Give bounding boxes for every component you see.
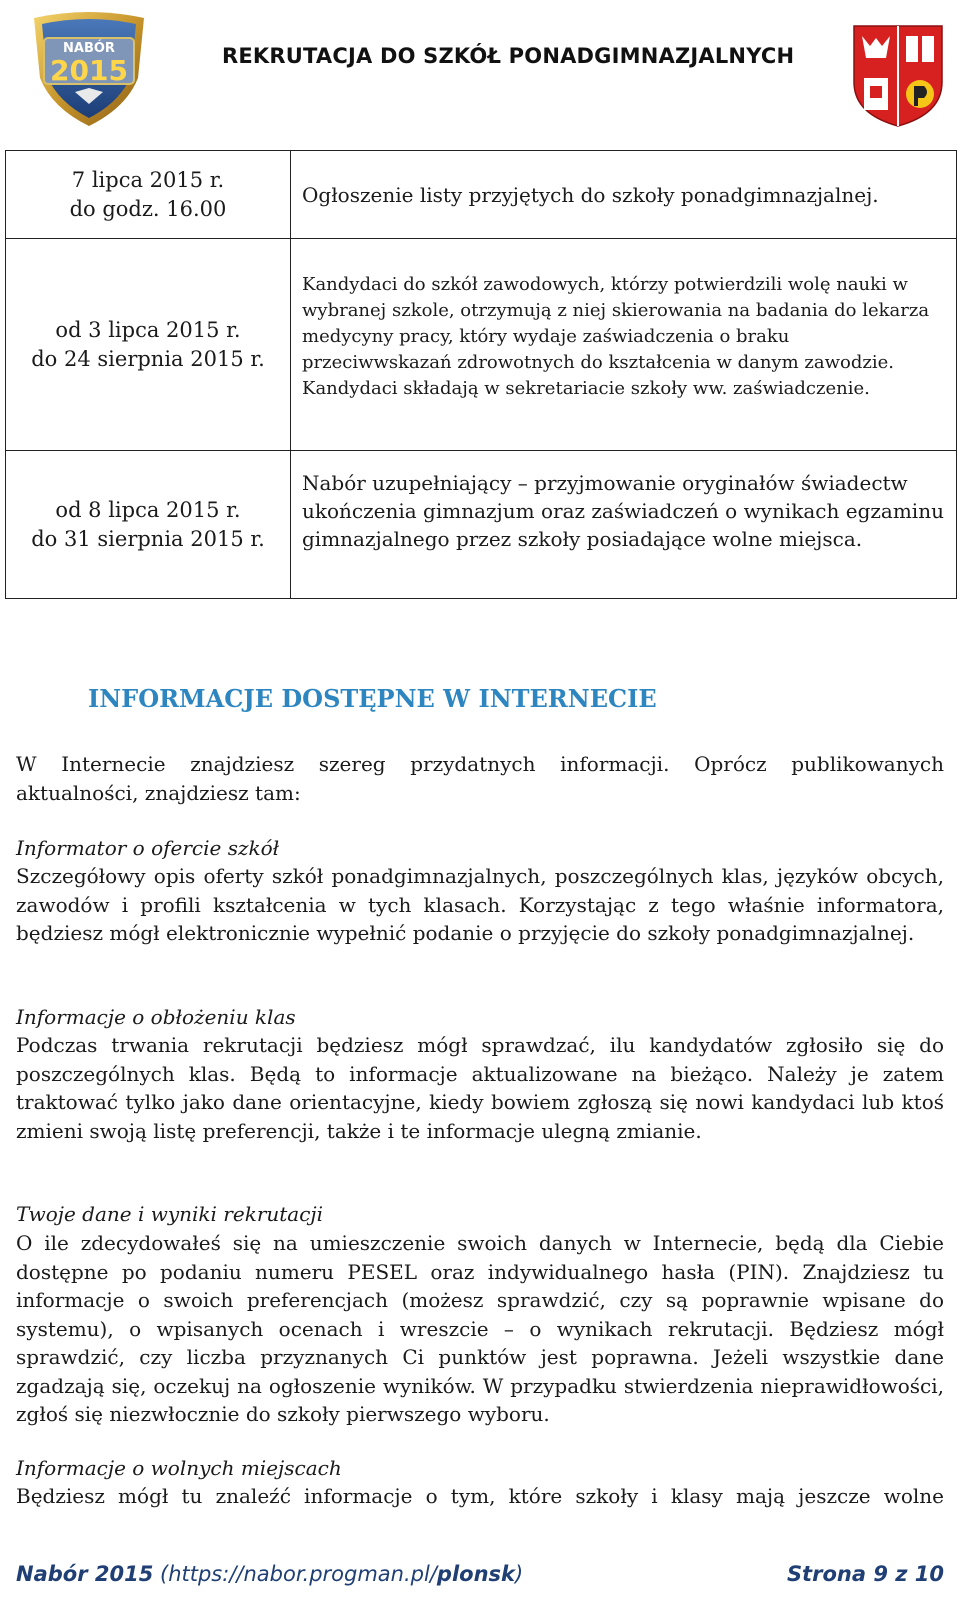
item-title-wolne-miejsca: Informacje o wolnych miejscach [16, 1456, 342, 1480]
date-cell [6, 151, 291, 239]
date-line: od 8 lipca 2015 r. [55, 497, 241, 522]
table-row [6, 239, 957, 451]
footer-url-bold: plonsk [436, 1562, 515, 1586]
logo-text-year: 2015 [50, 54, 128, 87]
page-footer [16, 1562, 944, 1592]
logo-text-top: NABÓR [63, 41, 115, 56]
date-cell [6, 239, 291, 451]
item-body-informator: Szczegółowy opis oferty szkół ponadgimnazjalnych, poszczególnych klas, języków obcych, zawodów i profili kształcenia w tych klasach. Korzystając z tego właśnie informatora, będziesz mógł elektronicznie wypełnić podanie o przyjęcie do szkoły ponadgimnazjalnej. [16, 864, 944, 945]
intro-paragraph: W Internecie znajdziesz szereg przydatnych informacji. Oprócz publikowanych aktualności, znajdziesz tam: [16, 752, 944, 805]
date-cell [6, 451, 291, 599]
date-line: od 3 lipca 2015 r. [55, 317, 241, 342]
date-line: 7 lipca 2015 r. [71, 168, 225, 192]
nabor-2015-badge-logo [30, 8, 148, 128]
table-row [6, 151, 957, 239]
item-body-wolne-miejsca: Będziesz mógł tu znaleźć informacje o tym, które szkoły i klasy mają jeszcze wolne [16, 1484, 944, 1508]
coat-of-arms-logo [848, 22, 948, 128]
schedule-table [5, 150, 957, 599]
page-header [0, 0, 960, 140]
item-title-informator: Informator o ofercie szkół [16, 836, 280, 860]
header-title: REKRUTACJA DO SZKÓŁ PONADGIMNAZJALNYCH [222, 44, 795, 68]
date-line: do godz. 16.00 [69, 197, 227, 221]
footer-brand: Nabór 2015 [16, 1562, 154, 1586]
table-row [6, 451, 957, 599]
footer-url-close: ) [514, 1562, 524, 1586]
date-line: do 24 sierpnia 2015 r. [31, 346, 265, 371]
item-title-dane: Twoje dane i wyniki rekrutacji [16, 1202, 324, 1226]
description-cell: Ogłoszenie listy przyjętych do szkoły ponadgimnazjalnej. [291, 151, 957, 239]
item-body-oblozenie: Podczas trwania rekrutacji będziesz mógł sprawdzać, ilu kandydatów zgłosiło się do poszczególnych klas. Będą to informacje aktualizowane na bieżąco. Należy je zatem traktować tylko jako dane orientacyjne, kiedy bowiem zgłoszą się nowi kandydaci lub ktoś zmieni swoją listę preferencji, także i te informacje ulegną zmianie. [16, 1033, 944, 1143]
date-line: do 31 sierpnia 2015 r. [31, 526, 265, 551]
description-cell: Kandydaci do szkół zawodowych, którzy potwierdzili wolę nauki w wybranej szkole, otrzymują z niej skierowania na badania do lekarza medycyny pracy, który wydaje zaświadczenia o braku przeciwwskazań zdrowotnych do kształcenia w danym zawodzie. Kandydaci składają w sekretariacie szkoły ww. zaświadczenie. [291, 239, 957, 451]
footer-url-open: (https://nabor.progman.pl/ [153, 1562, 437, 1586]
section-heading: INFORMACJE DOSTĘPNE W INTERNECIE [88, 684, 657, 713]
item-body-dane: O ile zdecydowałeś się na umieszczenie swoich danych w Internecie, będą dla Ciebie dostępne po podaniu numeru PESEL oraz indywidualnego hasła (PIN). Znajdziesz tu informacje o swoich preferencjach (możesz sprawdzić, czy są poprawnie wpisane do systemu), o wpisanych ocenach i wreszcie – o wynikach rekrutacji. Będziesz mógł sprawdzić, czy liczba przyznanych Ci punktów jest poprawna. Jeżeli wszystkie dane zgadzają się, oczekuj na ogłoszenie wyników. W przypadku stwierdzenia nieprawidłowości, zgłoś się niezwłocznie do szkoły pierwszego wyboru. [16, 1231, 944, 1426]
page-number: Strona 9 z 10 [786, 1562, 944, 1586]
item-title-oblozenie: Informacje o obłożeniu klas [16, 1005, 296, 1029]
description-cell: Nabór uzupełniający – przyjmowanie oryginałów świadectw ukończenia gimnazjum oraz zaświadczeń o wynikach egzaminu gimnazjalnego przez szkoły posiadające wolne miejsca. [291, 451, 957, 599]
